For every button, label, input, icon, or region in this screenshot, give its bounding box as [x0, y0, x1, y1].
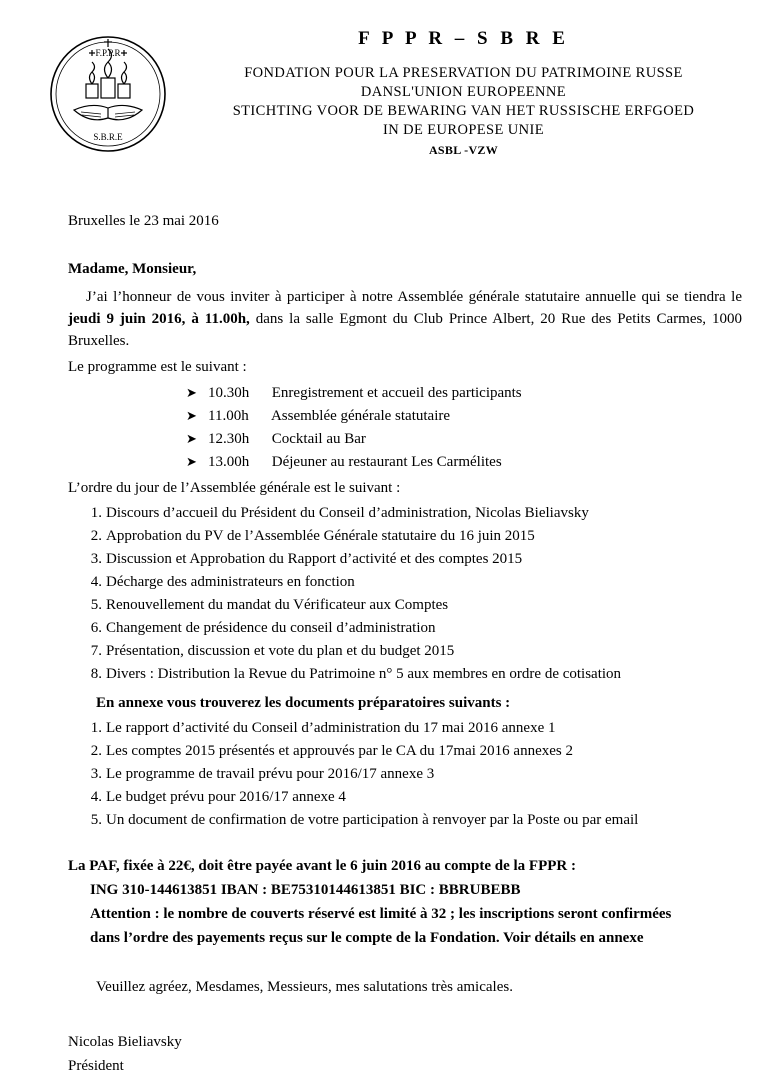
- programme-label: Assemblée générale statutaire: [270, 408, 451, 424]
- programme-label: Enregistrement et accueil des participants: [271, 385, 522, 401]
- programme-list: [68, 382, 742, 473]
- arrow-bullet-icon: ➤: [186, 408, 197, 423]
- agenda-intro: L’ordre du jour de l’Assemblée générale est le suivant :: [68, 480, 401, 496]
- invitation-date-bold: jeudi 9 juin 2016, à 11.00h,: [68, 311, 250, 327]
- signature-block: [68, 1030, 742, 1078]
- organization-line-1: FONDATION POUR LA PRESERVATION DU PATRIMOINE RUSSE: [244, 65, 683, 81]
- date-line: Bruxelles le 23 mai 2016: [68, 213, 219, 229]
- list-item: [186, 405, 742, 427]
- annex-heading: En annexe vous trouverez les documents préparatoires suivants :: [96, 695, 511, 711]
- programme-time: 11.00h: [208, 408, 249, 424]
- list-item: Le programme de travail prévu pour 2016/17 annexe 3: [106, 766, 435, 782]
- payment-bank-line: ING 310-144613851 IBAN : BE75310144613851 BIC : BBRUBEBB: [90, 882, 521, 898]
- invitation-text-part2: dans la salle Egmont du Club Prince Albert, 20 Rue des Petits Carmes, 1000 Bruxelles.: [68, 311, 742, 349]
- list-item: Les comptes 2015 présentés et approuvés par le CA du 17mai 2016 annexes 2: [106, 743, 573, 759]
- payment-notice-line-2: dans l’ordre des payements reçus sur le compte de la Fondation. Voir détails en annexe: [90, 930, 644, 946]
- list-item: Discussion et Approbation du Rapport d’activité et des comptes 2015: [106, 551, 523, 567]
- invitation-paragraph: [68, 286, 742, 352]
- payment-block: [68, 854, 742, 950]
- organization-line-3: STICHTING VOOR DE BEWARING VAN HET RUSSISCHE ERFGOED: [232, 103, 695, 119]
- list-item: Un document de confirmation de votre participation à renvoyer par la Poste ou par email: [106, 812, 639, 828]
- list-item: Renouvellement du mandat du Vérificateur aux Comptes: [106, 597, 449, 613]
- logo-top-text: F.P.P.R: [95, 48, 121, 58]
- organization-title: F P P R – S B R E: [358, 28, 569, 49]
- list-item: [186, 382, 742, 404]
- organization-line-4: IN DE EUROPESE UNIE: [382, 122, 545, 138]
- list-item: Discours d’accueil du Président du Conseil d’administration, Nicolas Bieliavsky: [106, 505, 589, 521]
- letter-body: [0, 210, 782, 1078]
- arrow-bullet-icon: ➤: [186, 431, 197, 446]
- list-item: Présentation, discussion et vote du plan et du budget 2015: [106, 643, 455, 659]
- programme-label: Cocktail au Bar: [271, 431, 366, 447]
- payment-fee-line: La PAF, fixée à 22€, doit être payée avant le 6 juin 2016 au compte de la FPPR :: [68, 858, 576, 874]
- annex-list: [68, 717, 742, 832]
- list-item: Décharge des administrateurs en fonction: [106, 574, 355, 590]
- arrow-bullet-icon: ➤: [186, 454, 197, 469]
- letterhead: [0, 0, 782, 188]
- arrow-bullet-icon: ➤: [186, 385, 197, 400]
- organization-legal-form: ASBL -VZW: [428, 143, 499, 157]
- invitation-text-part1: J’ai l’honneur de vous inviter à participer à notre Assemblée générale statutaire annuelle qui se tiendra le: [86, 289, 742, 305]
- agenda-list: [68, 502, 742, 686]
- logo-bottom-text: S.B.R.E: [93, 132, 123, 142]
- signer-name: Nicolas Bieliavsky: [68, 1034, 182, 1050]
- list-item: Divers : Distribution la Revue du Patrimoine n° 5 aux membres en ordre de cotisation: [106, 666, 622, 682]
- list-item: Changement de présidence du conseil d’administration: [106, 620, 436, 636]
- salutation: Madame, Monsieur,: [68, 261, 197, 277]
- list-item: Le budget prévu pour 2016/17 annexe 4: [106, 789, 346, 805]
- signer-title: Président: [68, 1058, 124, 1074]
- payment-notice-line-1: Attention : le nombre de couverts réservé est limité à 32 ; les inscriptions seront confirmées: [90, 906, 672, 922]
- list-item: [186, 451, 742, 473]
- programme-label: Déjeuner au restaurant Les Carmélites: [271, 454, 502, 470]
- letterhead-text: [175, 28, 752, 158]
- programme-time: 10.30h: [208, 385, 250, 401]
- organization-line-2: DANSL'UNION EUROPEENNE: [360, 84, 567, 100]
- list-item: Le rapport d’activité du Conseil d’administration du 17 mai 2016 annexe 1: [106, 720, 556, 736]
- programme-intro: Le programme est le suivant :: [68, 359, 247, 375]
- list-item: Approbation du PV de l’Assemblée Générale statutaire du 16 juin 2015: [106, 528, 535, 544]
- closing-sentence: Veuillez agréez, Mesdames, Messieurs, mes salutations très amicales.: [96, 979, 513, 995]
- programme-time: 13.00h: [208, 454, 250, 470]
- programme-time: 12.30h: [208, 431, 250, 447]
- organization-logo-icon: [48, 22, 168, 167]
- list-item: [186, 428, 742, 450]
